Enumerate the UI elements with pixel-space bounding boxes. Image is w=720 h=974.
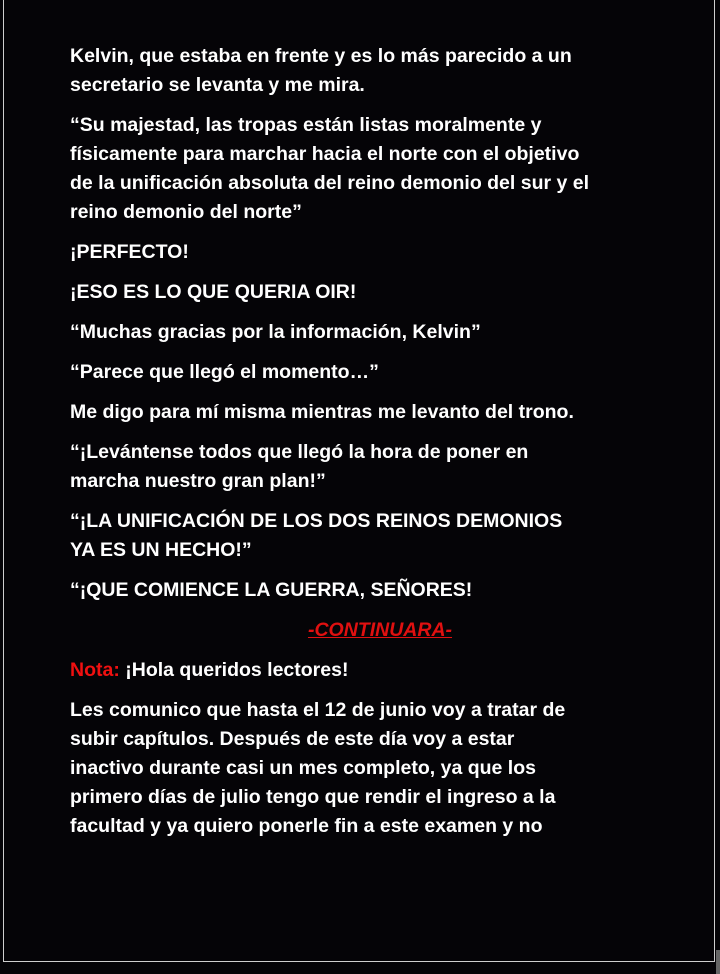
note-text: ¡Hola queridos lectores! (119, 659, 349, 681)
text-line: de la unificación absoluta del reino demonio del sur y el (70, 172, 590, 194)
continuara-heading (70, 616, 690, 645)
text-line: “Su majestad, las tropas están listas moralmente y (70, 114, 542, 136)
paragraph (70, 278, 690, 307)
paragraph (70, 507, 690, 565)
text-line: secretario se levanta y me mira. (70, 74, 365, 96)
paragraph (70, 576, 690, 605)
note-paragraph (70, 656, 690, 685)
text-line: facultad y ya quiero ponerle fin a este examen y no (70, 815, 543, 837)
chapter-text (70, 42, 690, 852)
text-line: “¡LA UNIFICACIÓN DE LOS DOS REINOS DEMONIOS (70, 510, 563, 532)
note-label: Nota: (70, 659, 120, 681)
paragraph (70, 111, 690, 227)
text-line: Les comunico que hasta el 12 de junio voy a tratar de (70, 699, 566, 721)
text-line: Kelvin, que estaba en frente y es lo más parecido a un (70, 45, 572, 67)
paragraph (70, 358, 690, 387)
text-line: subir capítulos. Después de este día voy a estar (70, 728, 515, 750)
text-line: “¡Levántense todos que llegó la hora de poner en (70, 441, 529, 463)
text-line: inactivo durante casi un mes completo, ya que los (70, 757, 536, 779)
text-line: ¡PERFECTO! (70, 241, 189, 263)
paragraph (70, 318, 690, 347)
paragraph (70, 42, 690, 100)
scrollbar[interactable] (716, 950, 720, 974)
text-line: ¡ESO ES LO QUE QUERIA OIR! (70, 281, 357, 303)
paragraph (70, 398, 690, 427)
final-paragraph (70, 696, 690, 841)
text-line: primero días de julio tengo que rendir el ingreso a la (70, 786, 556, 808)
text-line: “¡QUE COMIENCE LA GUERRA, SEÑORES! (70, 579, 473, 601)
text-line: Me digo para mí misma mientras me levanto del trono. (70, 401, 574, 423)
text-line: “Muchas gracias por la información, Kelvin” (70, 321, 481, 343)
text-line: marcha nuestro gran plan!” (70, 470, 326, 492)
continuara-text: -CONTINUARA- (307, 619, 453, 641)
paragraph (70, 438, 690, 496)
text-line: físicamente para marchar hacia el norte con el objetivo (70, 143, 580, 165)
text-line: YA ES UN HECHO!” (70, 539, 252, 561)
paragraph (70, 238, 690, 267)
text-line: reino demonio del norte” (70, 201, 302, 223)
text-line: “Parece que llegó el momento…” (70, 361, 379, 383)
